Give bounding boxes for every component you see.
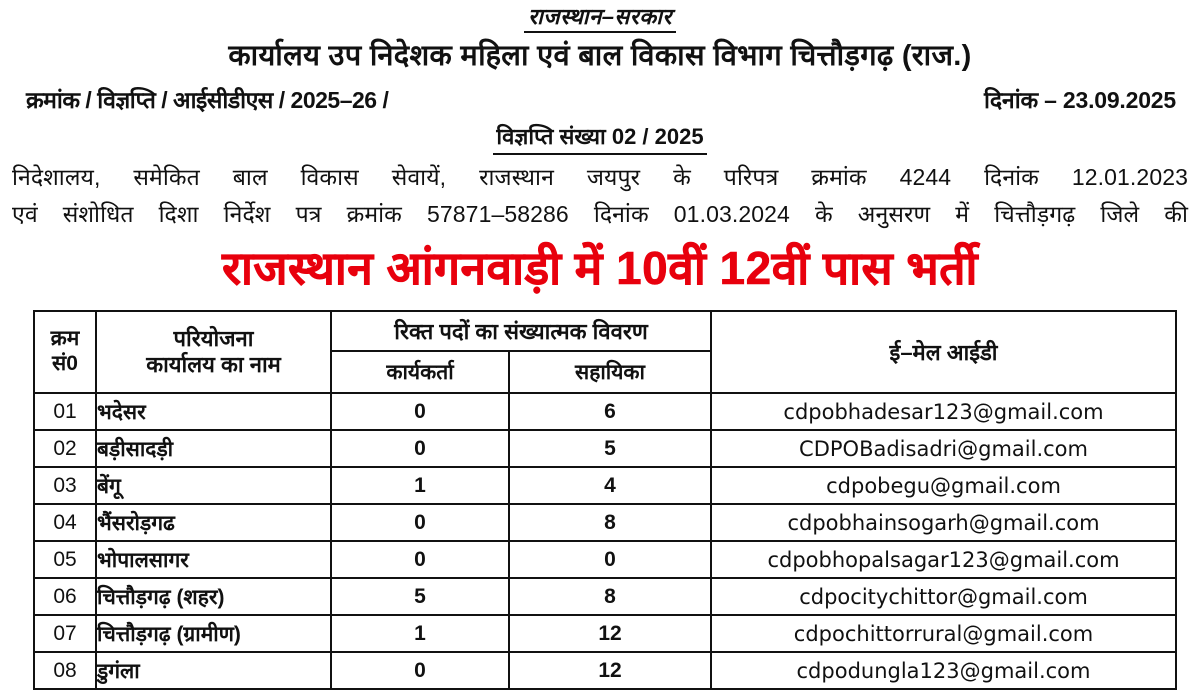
body-line-2: एवं संशोधित दिशा निर्देश पत्र क्रमांक 57871–58286 दिनांक 01.03.2024 के अनुसरण में चित्तौड़गढ़ जिले की [12,200,1188,227]
cell-helper: 8 [509,578,711,615]
cell-serial: 07 [34,615,96,652]
cell-email: cdpobhopalsagar123@gmail.com [711,541,1176,578]
cell-worker: 0 [331,541,509,578]
government-heading-text: राजस्थान–सरकार [524,5,676,33]
column-header-helper: सहायिका [509,351,711,393]
reference-number: क्रमांक / विज्ञप्ति / आईसीडीएस / 2025–26 / [26,86,389,113]
cell-worker: 0 [331,504,509,541]
cell-helper: 8 [509,504,711,541]
cell-project: चित्तौड़गढ़ (ग्रामीण) [96,615,331,652]
table-row [34,615,1176,652]
cell-email: cdpocitychittor@gmail.com [711,578,1176,615]
cell-serial: 03 [34,467,96,504]
column-header-serial-line2: सं0 [52,352,78,375]
cell-email: cdpobhadesar123@gmail.com [711,393,1176,430]
cell-serial: 05 [34,541,96,578]
table-row [34,578,1176,615]
cell-project: डुगंला [96,652,331,689]
column-header-vacancy-group: रिक्त पदों का संख्यात्मक विवरण [331,311,711,351]
cell-project: चित्तौड़गढ़ (शहर) [96,578,331,615]
column-header-project-line1: परियोजना [173,325,254,351]
office-heading: कार्यालय उप निदेशक महिला एवं बाल विकास विभाग चित्तौड़गढ़ (राज.) [228,40,972,73]
cell-email: cdpodungla123@gmail.com [711,652,1176,689]
vacancy-table-container [33,310,1175,690]
document-date: दिनांक – 23.09.2025 [983,86,1176,113]
cell-helper: 0 [509,541,711,578]
cell-email: CDPOBadisadri@gmail.com [711,430,1176,467]
cell-worker: 1 [331,615,509,652]
table-row [34,652,1176,689]
government-heading [0,0,1200,33]
cell-worker: 1 [331,467,509,504]
column-header-serial-line1: क्रम [50,327,80,351]
column-header-project [96,311,331,393]
table-header [34,311,1176,393]
table-row [34,541,1176,578]
cell-helper: 4 [509,467,711,504]
cell-worker: 0 [331,430,509,467]
cell-project: बेंगू [96,467,331,504]
notice-number-text: विज्ञप्ति संख्या 02 / 2025 [493,121,706,155]
cell-email: cdpobhainsogarh@gmail.com [711,504,1176,541]
cell-serial: 08 [34,652,96,689]
table-row [34,504,1176,541]
column-header-project-line2: कार्यालय का नाम [146,352,281,377]
cell-helper: 12 [509,652,711,689]
cell-email: cdpobegu@gmail.com [711,467,1176,504]
overlay-headline-text: राजस्थान आंगनवाड़ी में 10वीं 12वीं पास भर्ती [222,242,978,294]
cell-project: भदेसर [96,393,331,430]
cell-worker: 0 [331,652,509,689]
cell-worker: 5 [331,578,509,615]
cell-helper: 5 [509,430,711,467]
table-header-row-1 [34,311,1176,351]
column-header-worker: कार्यकर्ता [331,351,509,393]
reference-date-row [0,83,1200,115]
cell-helper: 6 [509,393,711,430]
cell-email: cdpochittorrural@gmail.com [711,615,1176,652]
cell-project: भैंसरोड़गढ [96,504,331,541]
cell-project: भोपालसागर [96,541,331,578]
body-paragraph [0,155,1200,234]
cell-serial: 01 [34,393,96,430]
cell-serial: 02 [34,430,96,467]
overlay-headline-banner [0,236,1200,300]
vacancy-table [33,310,1177,690]
cell-project: बड़ीसादड़ी [96,430,331,467]
table-body [34,393,1176,689]
body-line-1: निदेशालय, समेकित बाल विकास सेवायें, राजस्थान जयपुर के परिपत्र क्रमांक 4244 दिनांक 12.01.2023 [12,163,1188,190]
cell-serial: 06 [34,578,96,615]
table-row [34,467,1176,504]
cell-serial: 04 [34,504,96,541]
table-row [34,430,1176,467]
column-header-email: ई–मेल आईडी [711,311,1176,393]
notice-number [0,121,1200,155]
column-header-serial [34,311,96,393]
cell-helper: 12 [509,615,711,652]
table-row [34,393,1176,430]
cell-worker: 0 [331,393,509,430]
